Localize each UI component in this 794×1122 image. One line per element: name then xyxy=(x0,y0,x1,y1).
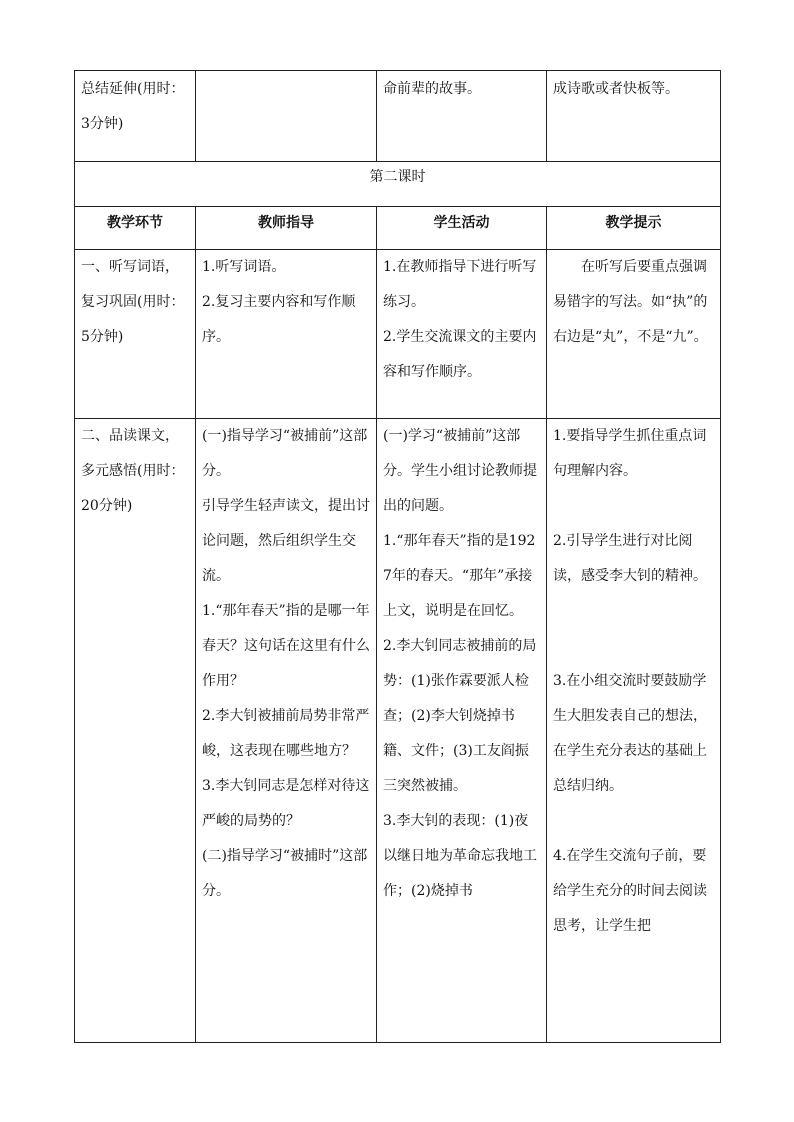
header-tip: 教学提示 xyxy=(547,207,721,250)
table-row-dictation xyxy=(75,250,721,419)
cell-tip: 1.要指导学生抓住重点词句理解内容。 2.引导学生进行对比阅读，感受李大钊的精神。 3.在小组交流时要鼓励学生大胆发表自己的想法，在学生充分表达的基础上总结归纳。 4.在学生交流句子前，要给学生充分的时间去阅读思考，让学生把 xyxy=(547,419,721,1043)
header-stage: 教学环节 xyxy=(75,207,196,250)
cell-activity: 命前辈的故事。 xyxy=(377,71,547,162)
cell-stage: 二、品读课文，多元感悟(用时：20分钟) xyxy=(75,419,196,1043)
lesson-plan-table xyxy=(74,70,721,1043)
cell-guide xyxy=(196,71,377,162)
cell-stage: 总结延伸(用时：3分钟) xyxy=(75,71,196,162)
spacer xyxy=(553,489,714,524)
spacer xyxy=(553,804,714,839)
cell-guide: 1.听写词语。 2.复习主要内容和写作顺序。 xyxy=(196,250,377,419)
cell-stage: 一、听写词语，复习巩固(用时：5分钟) xyxy=(75,250,196,419)
cell-guide: (一)指导学习“被捕前”这部分。 引导学生轻声读文，提出讨论问题，然后组织学生交流。 1.“那年春天”指的是哪一年春天？这句话在这里有什么作用？ 2.李大钊被捕前局势非常严峻，这表现在哪些地方？ 3.李大钊同志是怎样对待这严峻的局势的？ (二)指导学习“被捕时”这部分。 xyxy=(196,419,377,1043)
spacer xyxy=(553,629,714,664)
section-row xyxy=(75,162,721,207)
header-activity: 学生活动 xyxy=(377,207,547,250)
table-row-reading xyxy=(75,419,721,1043)
section-title: 第二课时 xyxy=(75,162,721,207)
header-guide: 教师指导 xyxy=(196,207,377,250)
cell-activity: 1.在教师指导下进行听写练习。 2.学生交流课文的主要内容和写作顺序。 xyxy=(377,250,547,419)
cell-tip: 在听写后要重点强调易错字的写法。如“执”的右边是“丸”，不是“九”。 xyxy=(547,250,721,419)
cell-tip: 成诗歌或者快板等。 xyxy=(547,71,721,162)
table-row-summary xyxy=(75,71,721,162)
header-row xyxy=(75,207,721,250)
spacer xyxy=(553,594,714,629)
cell-activity: (一)学习“被捕前”这部分。学生小组讨论教师提出的问题。 1.“那年春天”指的是1927年的春天。“那年”承接上文，说明是在回忆。 2.李大钊同志被捕前的局势：(1)张作霖要派人检查；(2)李大钊烧掉书籍、文件；(3)工友阎振三突然被捕。 3.李大钊的表现：(1)夜以继日地为革命忘我地工作；(2)烧掉书 xyxy=(377,419,547,1043)
